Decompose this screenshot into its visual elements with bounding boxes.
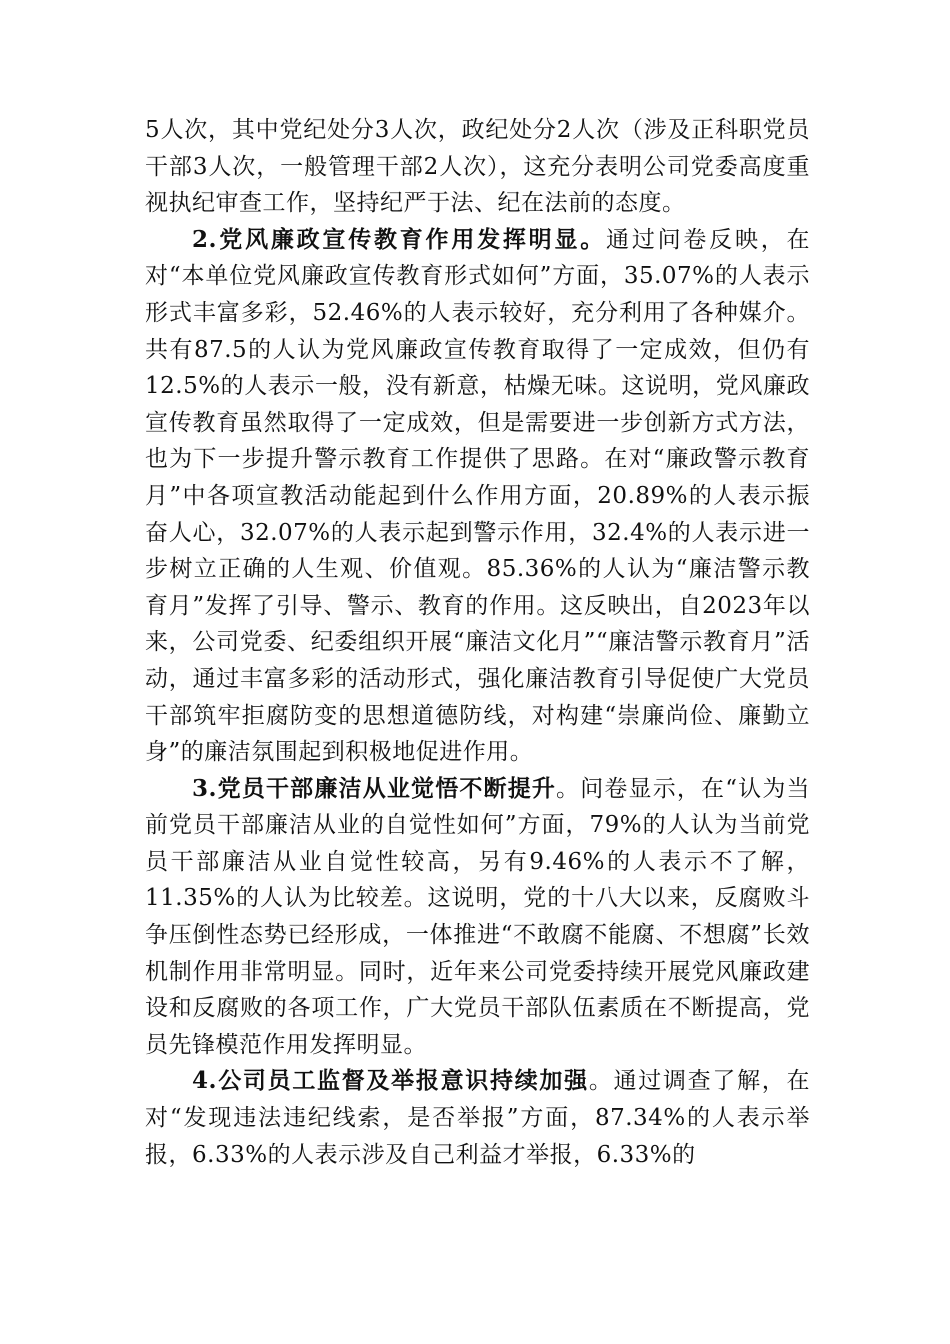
paragraph-1 — [145, 112, 810, 222]
paragraph-3 — [145, 771, 810, 1064]
paragraph-3-heading: 3.党员干部廉洁从业觉悟不断提升 — [192, 774, 557, 802]
paragraph-2-text: 通过问卷反映，在对“本单位党风廉政宣传教育形式如何”方面，35.07%的人表示形式丰富多彩，52.46%的人表示较好，充分利用了各种媒介。共有87.5的人认为党风廉政宣传教育取得了一定成效，但仍有12.5%的人表示一般，没有新意，枯燥无味。这说明，党风廉政宣传教育虽然取得了一定成效，但是需要进一步创新方式方法，也为下一步提升警示教育工作提供了思路。在对“廉政警示教育月”中各项宣教活动能起到什么作用方面，20.89%的人表示振奋人心，32.07%的人表示起到警示作用，32.4%的人表示进一步树立正确的人生观、价值观。85.36%的人认为“廉洁警示教育月”发挥了引导、警示、教育的作用。这反映出，自2023年以来，公司党委、纪委组织开展“廉洁文化月”“廉洁警示教育月”活动，通过丰富多彩的活动形式，强化廉洁教育引导促使广大党员干部筑牢拒腐防变的思想道德防线，对构建“崇廉尚俭、廉勤立身”的廉洁氛围起到积极地促进作用。 — [145, 226, 811, 766]
paragraph-2 — [145, 222, 810, 771]
paragraph-3-text: 。问卷显示，在“认为当前党员干部廉洁从业的自觉性如何”方面，79%的人认为当前党员干部廉洁从业自觉性较高，另有9.46%的人表示不了解，11.35%的人认为比较差。这说明，党的十八大以来，反腐败斗争压倒性态势已经形成，一体推进“不敢腐不能腐、不想腐”长效机制作用非常明显。同时，近年来公司党委持续开展党风廉政建设和反腐败的各项工作，广大党员干部队伍素质在不断提高，党员先锋模范作用发挥明显。 — [145, 775, 810, 1058]
paragraph-4-heading: 4.公司员工监督及举报意识持续加强 — [192, 1067, 589, 1095]
paragraph-1-text: 5人次，其中党纪处分3人次，政纪处分2人次（涉及正科职党员干部3人次，一般管理干部2人次），这充分表明公司党委高度重视执纪审查工作，坚持纪严于法、纪在法前的态度。 — [145, 117, 810, 217]
document-page — [145, 112, 810, 1173]
paragraph-4 — [145, 1063, 810, 1173]
paragraph-2-heading: 2.党风廉政宣传教育作用发挥明显。 — [192, 225, 607, 253]
paragraph-4-text: 。通过调查了解，在对“发现违法违纪线索，是否举报”方面，87.34%的人表示举报，6.33%的人表示涉及自己利益才举报，6.33%的 — [145, 1068, 811, 1168]
